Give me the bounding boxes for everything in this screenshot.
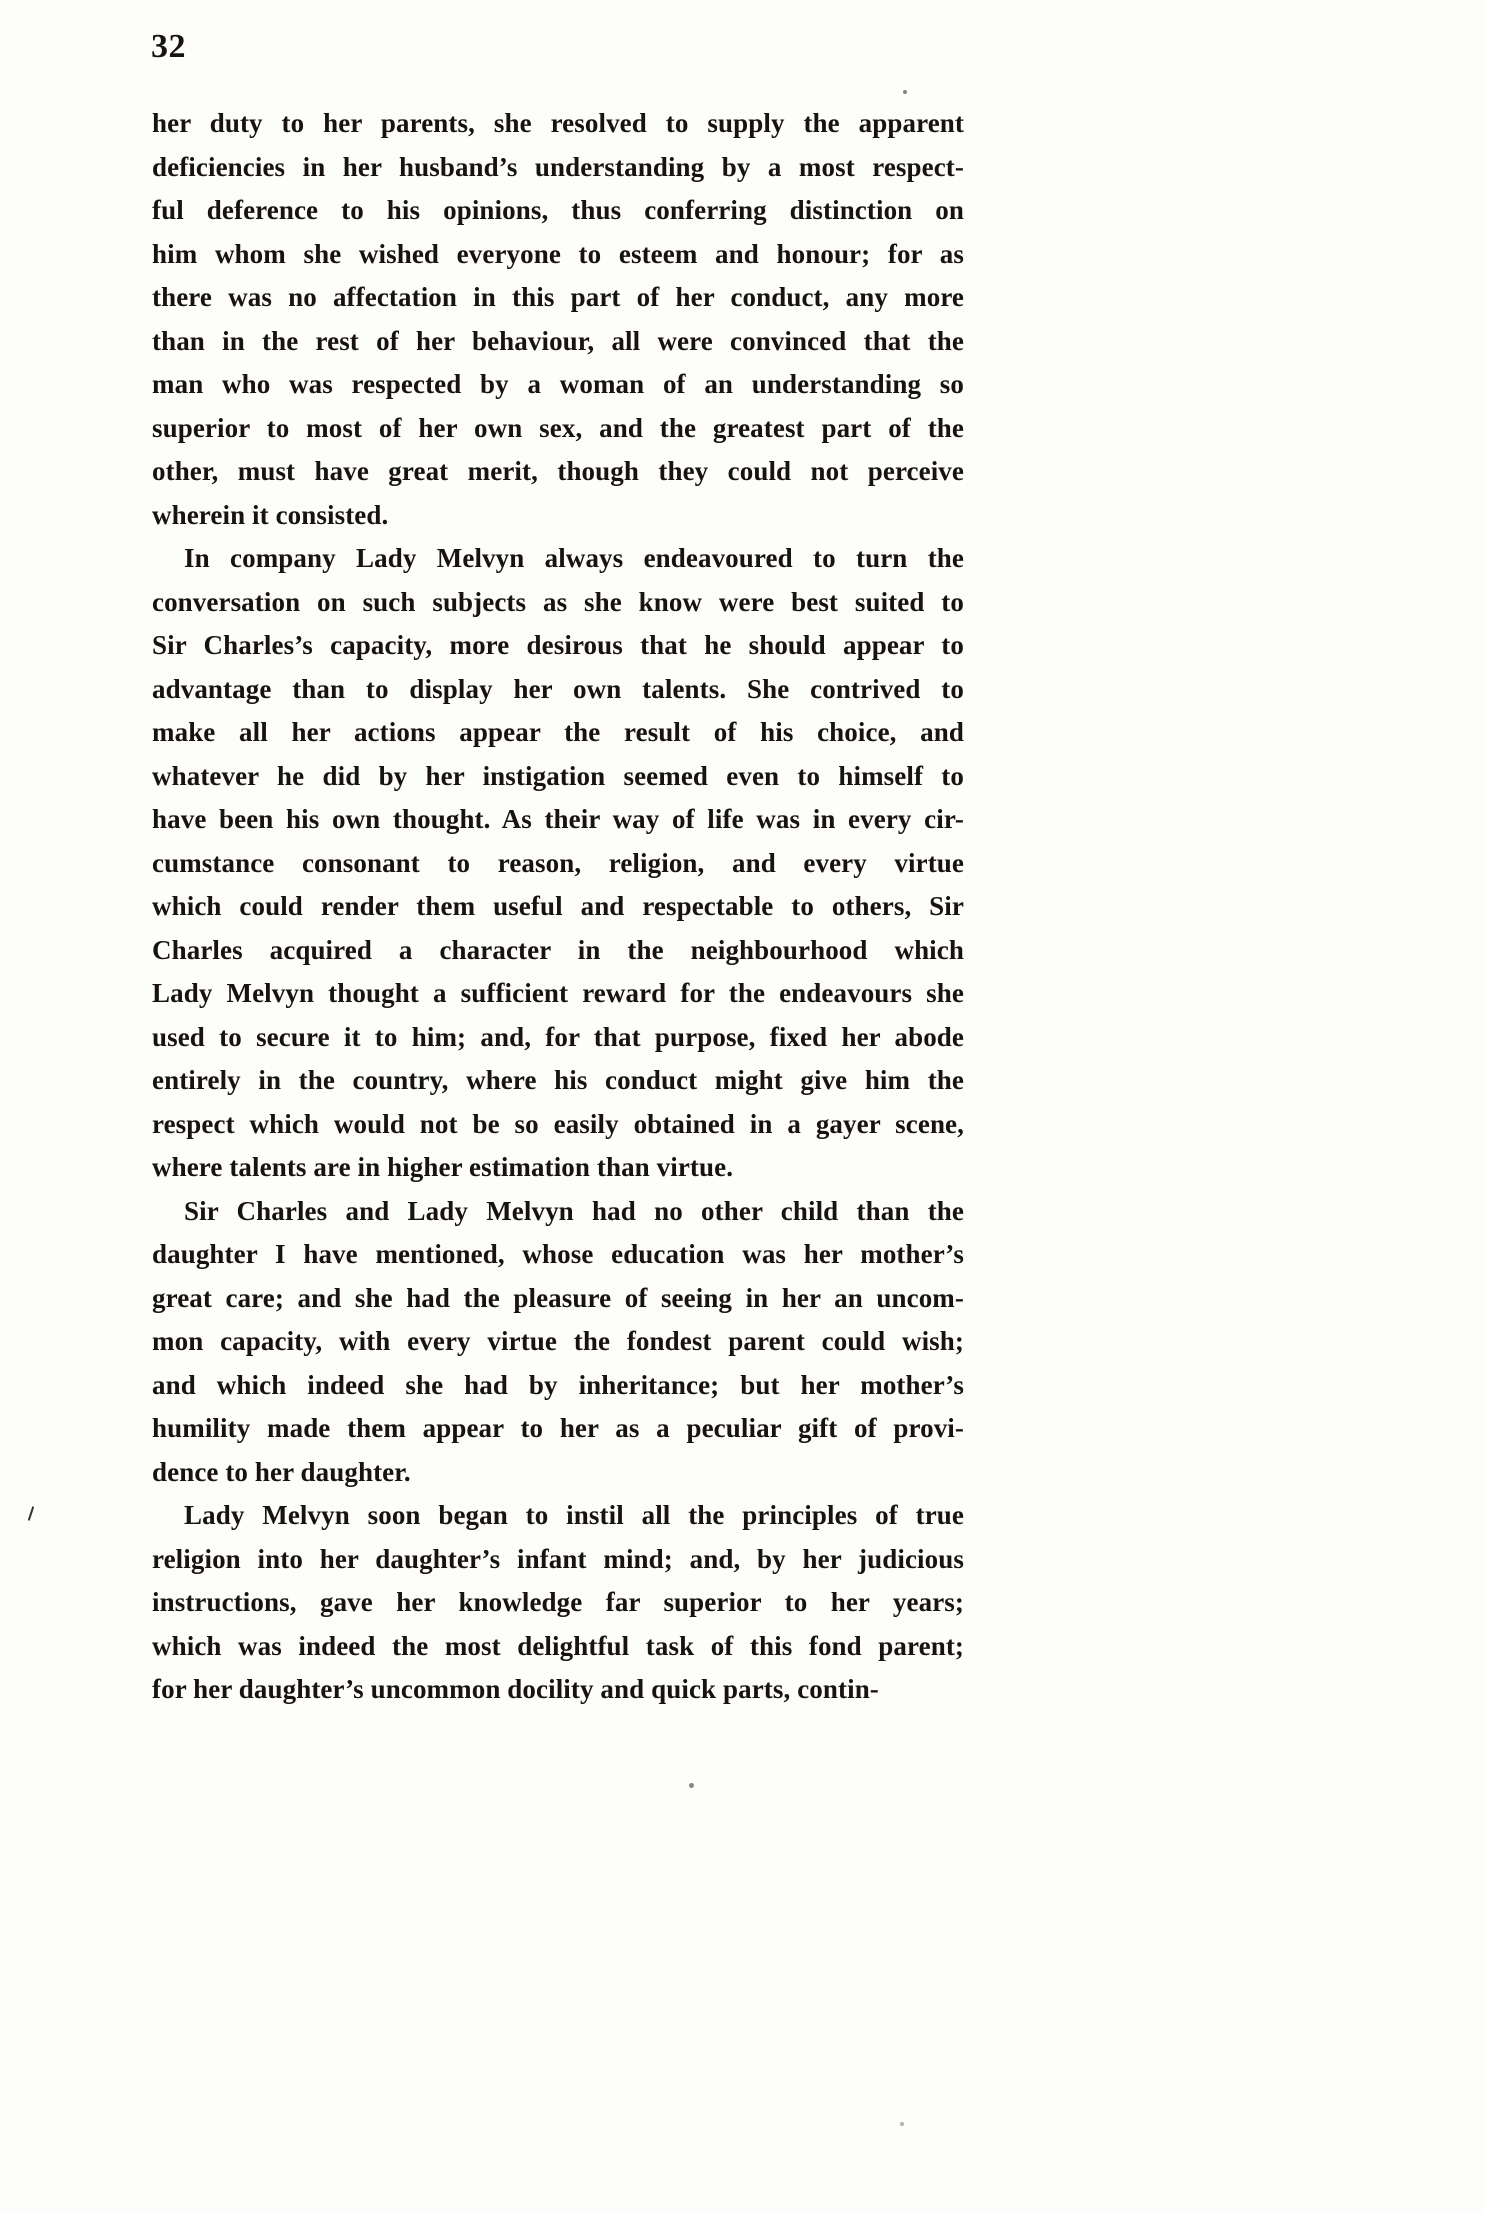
text-line: have been his own thought. As their way of life was in every cir- [152, 804, 964, 834]
text-line: In company Lady Melvyn always endeavoured to turn the [184, 543, 964, 573]
paragraph [152, 1190, 964, 1495]
text-line: advantage than to display her own talents. She contrived to [152, 673, 964, 704]
text-line: humility made them appear to her as a peculiar gift of provi- [152, 1413, 964, 1443]
text-line: dence to her daughter. [152, 1456, 411, 1487]
text-line: Charles acquired a character in the neighbourhood which [152, 934, 964, 965]
text-line: where talents are in higher estimation than virtue. [152, 1152, 734, 1182]
paragraph-continuation [152, 102, 964, 537]
text-line: conversation on such subjects as she know were best suited to [152, 586, 964, 617]
text-line: deficiencies in her husband’s understanding by a most respect- [152, 151, 964, 182]
text-line: make all her actions appear the result of his choice, and [152, 717, 964, 747]
text-line: daughter I have mentioned, whose education was her mother’s [152, 1239, 964, 1269]
text-line: Lady Melvyn thought a sufficient reward for the endeavours she [152, 978, 964, 1008]
text-line: for her daughter’s uncommon docility and quick parts, contin- [152, 1674, 879, 1704]
page-text [152, 102, 964, 1712]
ink-mark [28, 1506, 35, 1521]
paragraph [152, 1494, 964, 1712]
text-line: whatever he did by her instigation seemed even to himself to [152, 760, 964, 791]
text-line: respect which would not be so easily obtained in a gayer scene, [152, 1108, 964, 1139]
text-line: religion into her daughter’s infant mind; and, by her judicious [152, 1543, 964, 1574]
text-line: which could render them useful and respectable to others, Sir [152, 891, 964, 921]
text-line: ful deference to his opinions, thus conferring distinction on [152, 195, 964, 225]
text-line: cumstance consonant to reason, religion, and every virtue [152, 847, 964, 878]
scan-speck [903, 90, 907, 94]
text-line: mon capacity, with every virtue the fondest parent could wish; [152, 1326, 964, 1356]
text-line: wherein it consisted. [152, 499, 389, 530]
text-line: her duty to her parents, she resolved to supply the apparent [152, 108, 964, 138]
text-line: Lady Melvyn soon began to instil all the principles of true [184, 1500, 964, 1530]
text-line: and which indeed she had by inheritance; but her mother’s [152, 1369, 964, 1400]
text-line: there was no affectation in this part of her conduct, any more [152, 282, 964, 312]
text-line: superior to most of her own sex, and the greatest part of the [152, 412, 964, 443]
text-line: Sir Charles’s capacity, more desirous that he should appear to [152, 630, 964, 660]
text-line: great care; and she had the pleasure of seeing in her an uncom- [152, 1282, 964, 1313]
text-line: which was indeed the most delightful task of this fond parent; [152, 1630, 964, 1661]
page-number: 32 [151, 28, 186, 65]
text-line: Sir Charles and Lady Melvyn had no other child than the [184, 1195, 964, 1226]
text-line: entirely in the country, where his conduct might give him the [152, 1065, 964, 1095]
scan-speck [900, 2122, 904, 2126]
text-line: other, must have great merit, though they could not perceive [152, 456, 964, 486]
text-line: him whom she wished everyone to esteem and honour; for as [152, 238, 964, 269]
paragraph [152, 537, 964, 1190]
text-line: than in the rest of her behaviour, all were convinced that the [152, 325, 964, 356]
text-line: used to secure it to him; and, for that purpose, fixed her abode [152, 1021, 964, 1052]
scan-speck [689, 1783, 694, 1788]
text-line: man who was respected by a woman of an understanding so [152, 369, 964, 399]
text-line: instructions, gave her knowledge far superior to her years; [152, 1587, 964, 1617]
